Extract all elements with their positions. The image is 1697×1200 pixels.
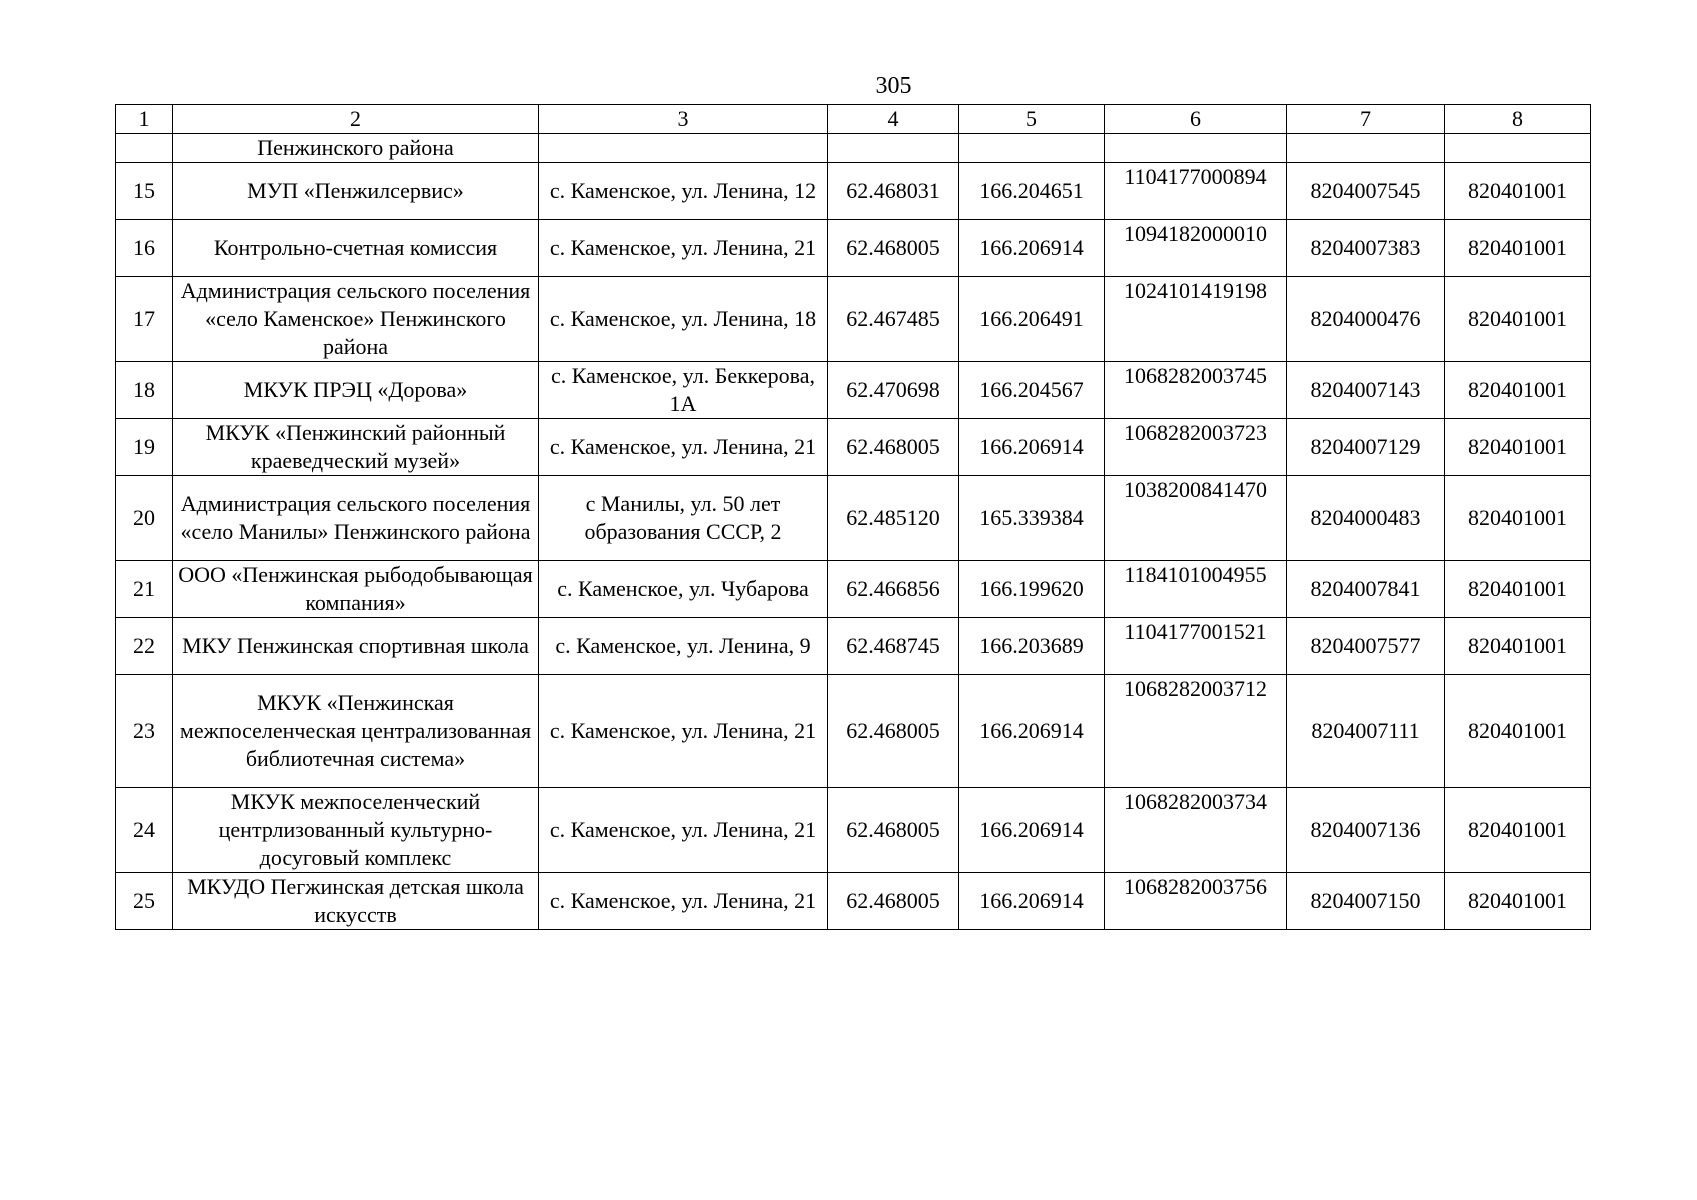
cell-name: ООО «Пенжинская рыбодобывающая компания» xyxy=(173,561,539,618)
column-header: 2 xyxy=(173,105,539,134)
cell-num: 16 xyxy=(116,220,173,277)
column-header: 7 xyxy=(1287,105,1445,134)
column-header: 6 xyxy=(1105,105,1287,134)
cell-lat: 62.468005 xyxy=(828,675,959,788)
cell-name: Пенжинского района xyxy=(173,134,539,163)
header-row xyxy=(116,105,1591,134)
cell-name: МКУК «Пенжинская межпоселенческая централизованная библиотечная система» xyxy=(173,675,539,788)
cell-name: МКУК межпоселенческий центрлизованный культурно-досуговый комплекс xyxy=(173,788,539,873)
cell-num: 25 xyxy=(116,873,173,930)
cell-num xyxy=(116,134,173,163)
table-row xyxy=(116,277,1591,362)
cell-ogrn: 1038200841470 xyxy=(1105,476,1287,561)
cell-ogrn: 1068282003734 xyxy=(1105,788,1287,873)
cell-name: МКУ Пенжинская спортивная школа xyxy=(173,618,539,675)
cell-inn: 8204000476 xyxy=(1287,277,1445,362)
cell-inn: 8204007577 xyxy=(1287,618,1445,675)
cell-name: МКУК ПРЭЦ «Дорова» xyxy=(173,362,539,419)
cell-address: с. Каменское, ул. Ленина, 9 xyxy=(539,618,828,675)
cell-num: 20 xyxy=(116,476,173,561)
cell-lon: 166.204567 xyxy=(959,362,1105,419)
cell-inn xyxy=(1287,134,1445,163)
cell-inn: 8204007841 xyxy=(1287,561,1445,618)
cell-lon: 166.206914 xyxy=(959,419,1105,476)
cell-kpp: 820401001 xyxy=(1445,788,1591,873)
cell-address: с. Каменское, ул. Ленина, 21 xyxy=(539,675,828,788)
table-row xyxy=(116,675,1591,788)
cell-lon: 166.206914 xyxy=(959,873,1105,930)
cell-num: 22 xyxy=(116,618,173,675)
cell-address: с. Каменское, ул. Беккерова, 1А xyxy=(539,362,828,419)
cell-lon: 165.339384 xyxy=(959,476,1105,561)
cell-kpp: 820401001 xyxy=(1445,277,1591,362)
cell-ogrn: 1068282003723 xyxy=(1105,419,1287,476)
cell-kpp: 820401001 xyxy=(1445,561,1591,618)
cell-kpp: 820401001 xyxy=(1445,675,1591,788)
cell-name: МКУК «Пенжинский районный краеведческий музей» xyxy=(173,419,539,476)
cell-lon: 166.203689 xyxy=(959,618,1105,675)
column-header: 4 xyxy=(828,105,959,134)
cell-inn: 8204007383 xyxy=(1287,220,1445,277)
cell-lat: 62.468031 xyxy=(828,163,959,220)
cell-inn: 8204007129 xyxy=(1287,419,1445,476)
cell-lat: 62.470698 xyxy=(828,362,959,419)
cell-lat: 62.468745 xyxy=(828,618,959,675)
cell-num: 19 xyxy=(116,419,173,476)
table-row xyxy=(116,419,1591,476)
cell-inn: 8204007545 xyxy=(1287,163,1445,220)
cell-ogrn: 1094182000010 xyxy=(1105,220,1287,277)
cell-address: с. Каменское, ул. Ленина, 12 xyxy=(539,163,828,220)
cell-ogrn: 1024101419198 xyxy=(1105,277,1287,362)
column-header: 8 xyxy=(1445,105,1591,134)
cell-address: с. Каменское, ул. Ленина, 21 xyxy=(539,873,828,930)
column-header: 3 xyxy=(539,105,828,134)
cell-name: Администрация сельского поселения «село Манилы» Пенжинского района xyxy=(173,476,539,561)
table-row xyxy=(116,220,1591,277)
cell-kpp: 820401001 xyxy=(1445,362,1591,419)
cell-kpp: 820401001 xyxy=(1445,873,1591,930)
cell-lon: 166.206914 xyxy=(959,220,1105,277)
cell-kpp xyxy=(1445,134,1591,163)
cell-lat: 62.466856 xyxy=(828,561,959,618)
cell-address: с. Каменское, ул. Ленина, 21 xyxy=(539,220,828,277)
cell-lon: 166.206491 xyxy=(959,277,1105,362)
cell-address: с. Каменское, ул. Ленина, 21 xyxy=(539,419,828,476)
cell-kpp: 820401001 xyxy=(1445,618,1591,675)
cell-kpp: 820401001 xyxy=(1445,476,1591,561)
cell-lon: 166.204651 xyxy=(959,163,1105,220)
cell-num: 24 xyxy=(116,788,173,873)
cell-lon: 166.206914 xyxy=(959,788,1105,873)
cell-num: 18 xyxy=(116,362,173,419)
cell-lon: 166.206914 xyxy=(959,675,1105,788)
cell-num: 23 xyxy=(116,675,173,788)
cell-lon xyxy=(959,134,1105,163)
cell-address: с. Каменское, ул. Чубарова xyxy=(539,561,828,618)
cell-ogrn: 1068282003756 xyxy=(1105,873,1287,930)
cell-lat: 62.468005 xyxy=(828,220,959,277)
cell-ogrn: 1068282003712 xyxy=(1105,675,1287,788)
cell-address: с Манилы, ул. 50 лет образования СССР, 2 xyxy=(539,476,828,561)
cell-kpp: 820401001 xyxy=(1445,419,1591,476)
column-header: 1 xyxy=(116,105,173,134)
cell-lat: 62.468005 xyxy=(828,873,959,930)
cell-lat: 62.485120 xyxy=(828,476,959,561)
continuation-row xyxy=(116,134,1591,163)
cell-name: Контрольно-счетная комиссия xyxy=(173,220,539,277)
cell-kpp: 820401001 xyxy=(1445,163,1591,220)
cell-ogrn xyxy=(1105,134,1287,163)
cell-ogrn: 1068282003745 xyxy=(1105,362,1287,419)
cell-address: с. Каменское, ул. Ленина, 18 xyxy=(539,277,828,362)
table-row xyxy=(116,561,1591,618)
cell-num: 21 xyxy=(116,561,173,618)
cell-num: 17 xyxy=(116,277,173,362)
cell-address xyxy=(539,134,828,163)
cell-num: 15 xyxy=(116,163,173,220)
cell-inn: 8204007143 xyxy=(1287,362,1445,419)
cell-inn: 8204007111 xyxy=(1287,675,1445,788)
cell-ogrn: 1104177001521 xyxy=(1105,618,1287,675)
organizations-table xyxy=(115,104,1591,930)
table-row xyxy=(116,476,1591,561)
table-row xyxy=(116,163,1591,220)
table-row xyxy=(116,618,1591,675)
cell-lat: 62.468005 xyxy=(828,788,959,873)
table-row xyxy=(116,362,1591,419)
cell-address: с. Каменское, ул. Ленина, 21 xyxy=(539,788,828,873)
cell-inn: 8204000483 xyxy=(1287,476,1445,561)
cell-name: Администрация сельского поселения «село Каменское» Пенжинского района xyxy=(173,277,539,362)
cell-ogrn: 1184101004955 xyxy=(1105,561,1287,618)
table-row xyxy=(116,788,1591,873)
cell-kpp: 820401001 xyxy=(1445,220,1591,277)
cell-lat: 62.468005 xyxy=(828,419,959,476)
cell-lon: 166.199620 xyxy=(959,561,1105,618)
cell-name: МКУДО Пегжинская детская школа искусств xyxy=(173,873,539,930)
cell-ogrn: 1104177000894 xyxy=(1105,163,1287,220)
cell-lat xyxy=(828,134,959,163)
cell-inn: 8204007136 xyxy=(1287,788,1445,873)
cell-inn: 8204007150 xyxy=(1287,873,1445,930)
page-number: 305 xyxy=(875,73,912,99)
table-row xyxy=(116,873,1591,930)
cell-lat: 62.467485 xyxy=(828,277,959,362)
column-header: 5 xyxy=(959,105,1105,134)
cell-name: МУП «Пенжилсервис» xyxy=(173,163,539,220)
